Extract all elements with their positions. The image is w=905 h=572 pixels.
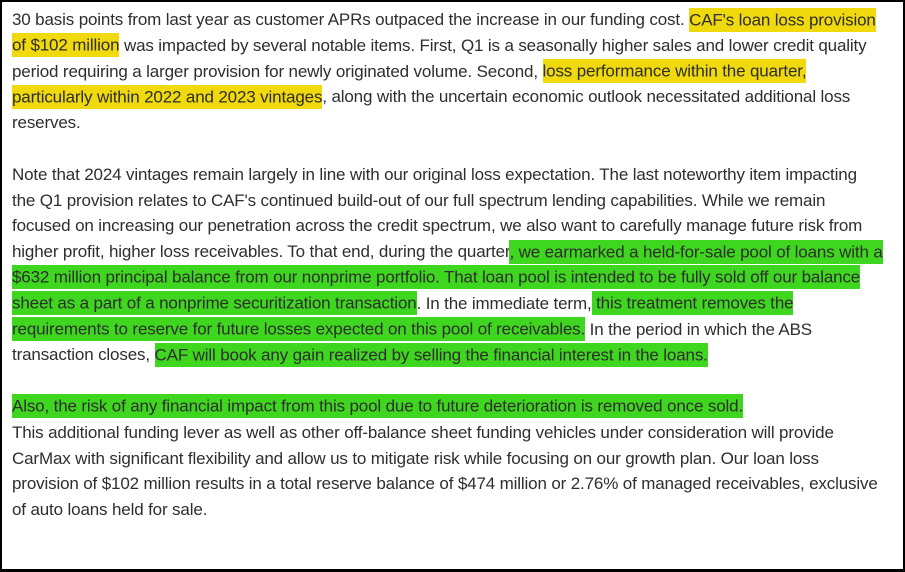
text-run: 30 basis points from last year as customer APRs outpaced the increase in our funding cost. — [12, 10, 690, 29]
text-run: . In the immediate term, — [416, 293, 592, 313]
highlighted-text-green: Also, the risk of any financial impact from this pool due to future deterioration is removed once sold. — [12, 394, 743, 418]
document-text — [2, 2, 903, 523]
text-run: , along with the uncertain economic outlook necessitated additional loss reserves. — [12, 87, 851, 133]
text-run: This additional funding lever as well as other off-balance sheet funding vehicles under consideration will provide CarMax with significant flexibility and allow us to mitigate risk while focusing on our growth plan. Our loan loss provision of $102 million results in a total reserve balance of $474 million or 2.76% of managed receivables, exclusive of auto loans held for sale. — [12, 422, 878, 520]
paragraph-2 — [12, 162, 883, 368]
highlighted-text-yellow: CAF's loan loss provision of $102 million — [12, 8, 876, 58]
text-run: In the period in which the ABS transaction closes, — [12, 319, 812, 365]
text-run: was impacted by several notable items. First, Q1 is a seasonally higher sales and lower credit quality period requiring a larger provision for newly originated volume. Second, — [12, 35, 867, 81]
highlighted-text-green: CAF will book any gain realized by selling the financial interest in the loans. — [155, 343, 708, 367]
paragraph-3 — [12, 394, 883, 523]
highlighted-text-yellow: loss performance within the quarter, particularly within 2022 and 2023 vintages — [12, 59, 806, 109]
text-run: Note that 2024 vintages remain largely in line with our original loss expectation. The last noteworthy item impacting the Q1 provision relates to CAF's continued build-out of our full spectrum lending capabilities. While we remain focused on increasing our penetration across the credit spectrum, we also want to carefully manage future risk from higher profit, higher loss receivables. To that end, during the quarter — [12, 164, 863, 262]
highlighted-text-green: , we earmarked a held-for-sale pool of loans with a $632 million principal balance from our nonprime portfolio. That loan pool is intended to be fully sold off our balance sheet as a part of a nonprime securitization transaction — [12, 240, 883, 316]
highlighted-text-green: this treatment removes the requirements to reserve for future losses expected on this pool of receivables. — [12, 291, 793, 341]
paragraph-1 — [12, 7, 883, 136]
